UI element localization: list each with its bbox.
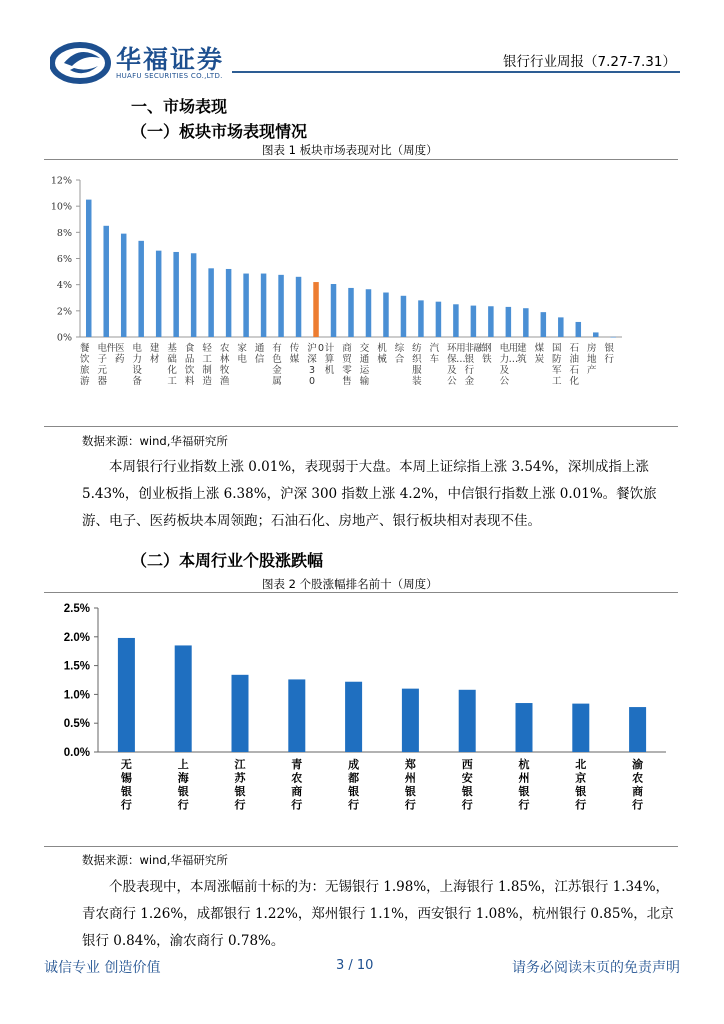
x-tick-label: 家电	[237, 343, 247, 365]
x-tick-label: 食品饮料	[184, 343, 195, 387]
x-tick-label: 成都银行	[348, 758, 360, 812]
x-tick-label: 房地产	[587, 343, 597, 376]
bar-纺织服装	[418, 300, 424, 337]
paragraph-market-summary: 本周银行行业指数上涨 0.01%，表现弱于大盘。本周上证综指上涨 3.54%，深圳成指上涨 5.43%，创业板指上涨 6.38%，沪深 300 指数上涨 4.2%，中信银行指数上涨 0.01%。餐饮旅游、电子、医药板块本周领跑；石油石化、房地产、银行板块相对表现不佳。	[82, 459, 657, 529]
x-tick-label: 餐饮旅游	[79, 343, 90, 387]
bar-家电	[243, 274, 249, 337]
figure-2-source: 数据来源：wind,华福研究所	[82, 853, 228, 867]
bar-江苏银行	[232, 675, 249, 752]
bar-石油石化	[576, 322, 582, 337]
bar-钢铁	[488, 306, 494, 337]
section-heading: 一、市场表现	[131, 97, 228, 116]
bar-煤炭	[541, 312, 547, 337]
bar-食品饮料	[191, 253, 197, 337]
paragraph-stock-summary: 个股表现中，本周涨幅前十标的为：无锡银行 1.98%，上海银行 1.85%，江苏银行 1.34%，青农商行 1.26%，成都银行 1.22%，郑州银行 1.1%，西安银行 1.08%，杭州银行 0.85%，北京银行 0.84%，渝农商行 0.78%。	[82, 879, 674, 949]
company-logo-icon	[50, 42, 114, 84]
x-tick-label: 传媒	[289, 343, 300, 365]
x-tick-label: 有色金属	[272, 343, 282, 387]
bar-渝农商行	[629, 707, 646, 752]
x-tick-label: 建材	[149, 343, 160, 365]
x-tick-label: 郑州银行	[404, 758, 416, 812]
y-tick-label: 1.5%	[63, 660, 90, 673]
x-tick-label: 渝农商行	[632, 758, 644, 812]
header-divider	[232, 71, 680, 73]
subsection-heading-1: （一）板块市场表现情况	[131, 122, 308, 141]
x-tick-label: 银行	[604, 343, 615, 365]
bar-电力设备	[138, 241, 144, 337]
x-tick-label: 煤炭	[534, 343, 545, 365]
bar-机械	[383, 293, 389, 337]
y-tick-label: 0.5%	[63, 718, 90, 731]
bar-传媒	[296, 277, 302, 337]
x-tick-label: 通信	[254, 343, 265, 365]
x-tick-label: 综合	[394, 343, 405, 365]
x-tick-label: 医药	[114, 343, 125, 365]
x-tick-label: 建筑	[517, 343, 527, 365]
company-logo	[50, 38, 240, 88]
figure-bottom-rule	[44, 426, 678, 427]
bar-建材	[156, 251, 162, 337]
bar-成都银行	[345, 682, 362, 752]
x-tick-label: 石油石化	[569, 343, 580, 387]
bar-电子元器件	[103, 226, 109, 337]
x-tick-label: 农林牧渔	[219, 343, 230, 387]
x-tick-label: 北京银行	[575, 758, 587, 812]
bar-房地产	[593, 332, 599, 337]
bar-商贸零售	[348, 288, 354, 337]
x-tick-label: 环保及公用…	[447, 343, 466, 387]
report-title: 银行行业周报（7.27-7.31）	[503, 54, 676, 70]
x-tick-label: 西安银行	[461, 758, 473, 812]
figure-bottom-rule	[44, 846, 678, 847]
x-tick-label: 纺织服装	[412, 343, 422, 387]
y-tick-label: 2.5%	[63, 603, 90, 615]
x-tick-label: 机械	[377, 343, 387, 365]
y-tick-label: 4%	[56, 280, 72, 292]
x-tick-label: 青农商行	[291, 758, 303, 812]
x-tick-label: 江苏银行	[234, 758, 246, 812]
bar-沪深300	[313, 282, 319, 337]
sector-performance-chart	[44, 165, 678, 427]
logo-english-name: HUAFU SECURITIES CO.,LTD.	[116, 72, 223, 80]
figure-top-rule	[44, 159, 678, 160]
x-tick-label: 钢铁	[482, 343, 492, 365]
footer-disclaimer: 请务必阅读末页的免责声明	[512, 960, 680, 976]
bar-西安银行	[459, 690, 476, 752]
x-tick-label: 计算机	[324, 343, 335, 376]
subsection-heading-2: （二）本周行业个股涨跌幅	[131, 551, 324, 570]
y-tick-label: 10%	[50, 201, 72, 213]
bar-轻工制造	[208, 268, 214, 337]
x-tick-label: 商贸零售	[342, 343, 352, 387]
page-number: 3 / 10	[336, 958, 374, 973]
bar-青农商行	[288, 679, 305, 752]
x-tick-label: 交通运输	[359, 343, 370, 387]
x-tick-label: 电力设备	[132, 343, 142, 387]
y-tick-label: 8%	[56, 227, 72, 239]
logo-chinese-name: 华福证券	[116, 45, 225, 74]
footer-slogan: 诚信专业 创造价值	[44, 960, 161, 976]
bar-交通运输	[366, 289, 372, 337]
x-tick-label: 无锡银行	[120, 758, 132, 812]
bar-医药	[121, 234, 127, 337]
x-tick-label: 杭州银行	[518, 758, 530, 812]
bar-有色金属	[278, 275, 284, 337]
bar-农林牧渔	[226, 269, 232, 337]
y-tick-label: 2%	[56, 306, 72, 318]
top-stocks-chart	[44, 594, 678, 844]
x-tick-label: 上海银行	[177, 758, 189, 812]
bar-北京银行	[572, 704, 589, 752]
x-tick-label: 电子元器件	[97, 343, 116, 387]
x-tick-label: 汽车	[429, 343, 440, 365]
bar-电力及公用…	[506, 307, 512, 337]
y-tick-label: 6%	[56, 254, 72, 265]
figure-2-caption: 图表 2 个股涨幅排名前十（周度）	[262, 577, 438, 591]
y-tick-label: 2.0%	[63, 631, 90, 644]
bar-杭州银行	[516, 703, 533, 752]
x-tick-label: 国防军工	[552, 343, 562, 387]
figure-top-rule	[44, 592, 678, 593]
figure-1-caption: 图表 1 板块市场表现对比（周度）	[262, 143, 438, 157]
bar-综合	[401, 296, 407, 337]
bar-汽车	[436, 302, 442, 337]
figure-1-source: 数据来源：wind,华福研究所	[82, 434, 228, 448]
x-tick-label: 轻工制造	[202, 343, 212, 387]
y-tick-label: 0%	[56, 332, 72, 344]
x-tick-label: 电力及公用…	[499, 343, 519, 387]
bar-计算机	[331, 284, 337, 337]
bar-餐饮旅游	[86, 200, 92, 337]
bar-建筑	[523, 308, 529, 337]
bar-银行	[611, 337, 617, 338]
y-tick-label: 1.0%	[63, 689, 90, 702]
x-tick-label: 非银行金融	[464, 343, 484, 387]
bar-环保及公用…	[453, 304, 459, 337]
bar-基础化工	[173, 252, 179, 337]
bar-非银行金融	[471, 306, 477, 337]
bar-国防军工	[558, 317, 564, 337]
x-tick-label: 基础化工	[167, 343, 177, 387]
y-tick-label: 0.0%	[63, 747, 90, 759]
bar-郑州银行	[402, 689, 419, 752]
y-tick-label: 12%	[50, 175, 72, 187]
bar-通信	[261, 274, 267, 337]
bar-上海银行	[175, 645, 192, 752]
x-tick-label: 沪深 3 00	[307, 343, 325, 387]
bar-无锡银行	[118, 638, 135, 752]
